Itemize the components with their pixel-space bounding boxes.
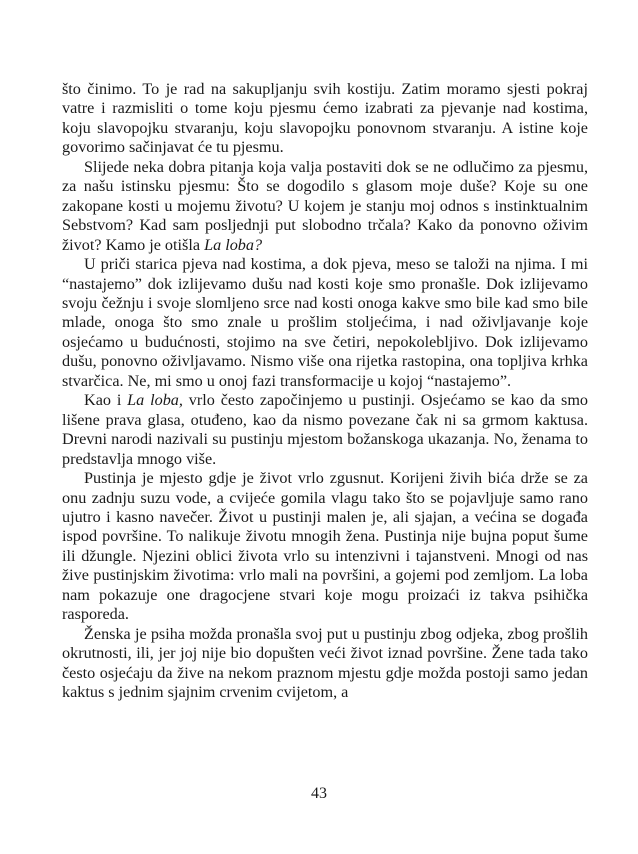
paragraph-5-text: Pustinja je mjesto gdje je život vrlo zgusnut. Korijeni živih bića drže se za onu zadnju suzu vode, a cvijeće gomila vlagu tako što se pojavljuje samo rano ujutro i kasno navečer. Život u pustinji malen je, ali sjajan, a većina se događa ispod površine. To nalikuje životu mnogih žena. Pustinja nije bujna poput šume ili džungle. Njezini oblici života vrlo su intenzivni i tajanstveni. Mnogi od nas žive pustinjskim životima: vrlo mali na površini, a gojemi pod zemljom. La loba nam pokazuje one dragocjene stvari koje mogu proizaći iz takva psihička rasporeda.	[62, 469, 588, 624]
paragraph-6-text: Ženska je psiha možda pronašla svoj put u pustinju zbog odjeka, zbog prošlih okrutnosti, ili, jer joj nije bio dopušten veći život iznad površine. Žene tada tako često osjećaju da žive na nekom praznom mjestu gdje možda postoji samo jedan kaktus s jednim sjajnim crvenim cvijetom, a	[62, 624, 588, 702]
paragraph-4	[62, 391, 588, 469]
paragraph-3	[62, 255, 588, 391]
paragraph-6	[62, 625, 588, 703]
paragraph-2-italic-la-loba: La loba?	[204, 235, 263, 254]
paragraph-1	[62, 80, 588, 158]
page-number: 43	[311, 785, 327, 802]
paragraph-4-text-end: vrlo često započinjemo u pustinji. Osjećamo se kao da smo lišene prava glasa, otuđeno, kao da nismo povezane čak ni sa grmom kaktusa. Drevni narodi nazivali su pustinju mjestom božanskoga ukazanja. No, ženama to predstavlja mnogo više.	[62, 391, 589, 468]
paragraph-4-text-start: Kao i	[84, 391, 128, 410]
paragraph-4-italic-la-loba: La loba,	[127, 391, 183, 410]
paragraph-1-text: što činimo. To je rad na sakupljanju svih kostiju. Zatim moramo sjesti pokraj vatre i razmisliti o tome koju pjesmu ćemo izabrati za pjevanje nad kostima, koju slavopojku stvaranju, koju slavopojku ponovnom stvaranju. A istine koje govorimo sačinjavat će tu pjesmu.	[62, 80, 588, 157]
paragraph-5	[62, 469, 588, 625]
paragraph-3-text: U priči starica pjeva nad kostima, a dok pjeva, meso se taloži na njima. I mi “nastajemo” dok izlijevamo dušu nad kosti koje smo pronašle. Dok izlijevamo svoju čežnju i svoje slomljeno srce nad kosti onoga kakve smo bile kad smo bile mlade, onoga što smo znale u prošlim stoljećima, i nad oživljavanje koje osjećamo u budućnosti, stojimo na sve četiri, nepokolebljivo. Dok izlijevamo dušu, ponovno oživljavamo. Nismo više ona rijetka rastopina, ona topljiva krhka stvarčica. Ne, mi smo u onoj fazi transformacije u kojoj “nastajemo”.	[62, 255, 588, 390]
book-page-body	[62, 80, 588, 703]
paragraph-2	[62, 158, 588, 255]
paragraph-2-text: Slijede neka dobra pitanja koja valja postaviti dok se ne odlučimo za pjesmu, za našu istinsku pjesmu: Što se dogodilo s glasom moje duše? Koje su one zakopane kosti u mojemu životu? U kojem je stanju moj odnos s instinktualnim Sebstvom? Kad sam posljednji put slobodno trčala? Kako da ponovno oživim život? Kamo je otišla	[62, 157, 588, 254]
